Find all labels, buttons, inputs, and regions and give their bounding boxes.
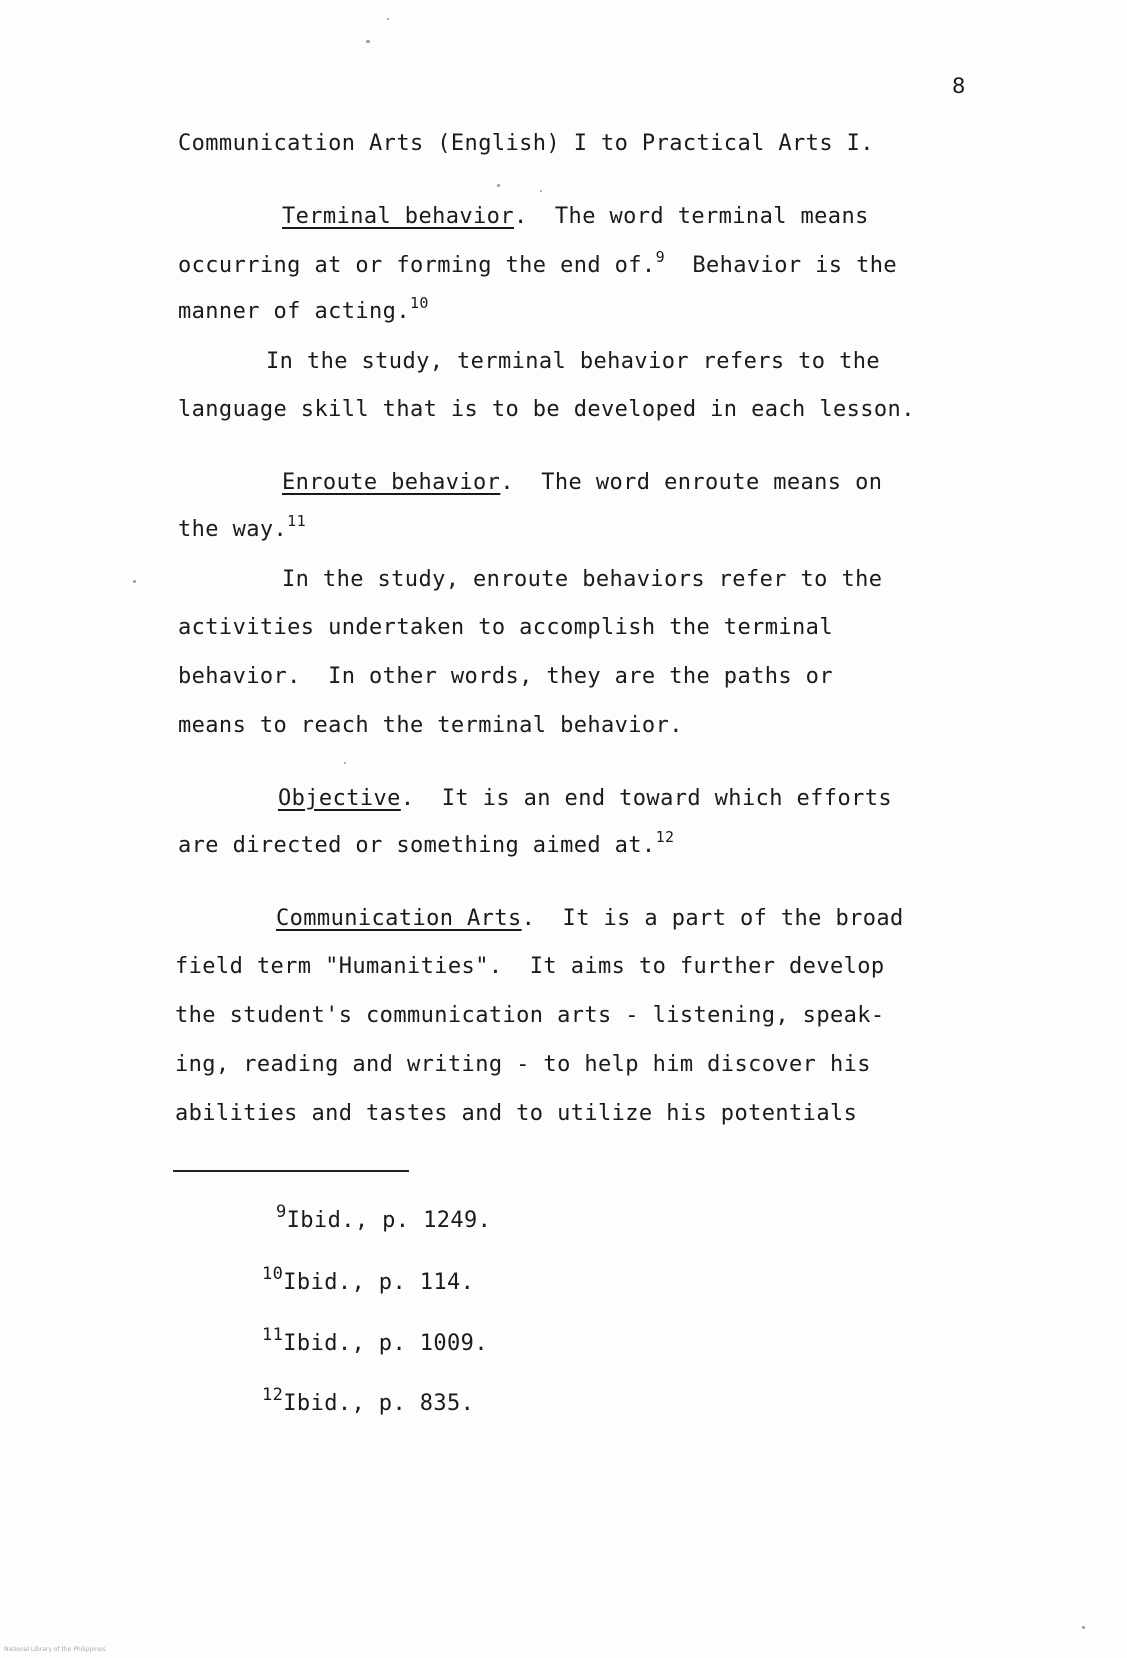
- footnote-text: Ibid., p. 835.: [283, 1391, 475, 1416]
- footnote: [262, 1325, 488, 1358]
- scan-speck: [1082, 1626, 1085, 1629]
- body-line: language skill that is to be developed in each lesson.: [178, 397, 915, 422]
- body-line: [178, 294, 429, 326]
- scan-speck: [366, 40, 370, 43]
- scan-speck: [497, 184, 500, 187]
- footnote: [276, 1202, 492, 1235]
- footnote-ref: 12: [655, 828, 675, 846]
- body-text: occurring at or forming the end of.: [178, 253, 656, 278]
- footnote: [262, 1385, 475, 1418]
- body-text: . The word enroute means on: [500, 470, 883, 495]
- footnote-ref: 9: [655, 248, 666, 266]
- page-number: 8: [952, 74, 966, 98]
- footnote: [262, 1264, 475, 1297]
- body-text: Behavior is the: [665, 253, 897, 278]
- term-heading: Terminal behavior: [282, 204, 514, 229]
- body-text: . It is a part of the broad: [521, 906, 904, 931]
- body-line: the student's communication arts - listening, speak-: [175, 1003, 885, 1028]
- body-text: . It is an end toward which efforts: [400, 786, 893, 811]
- footnote-number: 10: [262, 1264, 284, 1284]
- term-definition-objective: [278, 786, 892, 812]
- library-watermark: National Library of the Philippines: [4, 1646, 106, 1653]
- term-definition-enroute-behavior: [282, 470, 882, 496]
- term-heading: Enroute behavior: [282, 470, 501, 495]
- body-line: behavior. In other words, they are the paths or: [178, 664, 833, 689]
- footnote-ref: 10: [409, 294, 429, 312]
- term-definition-terminal-behavior: [282, 204, 869, 230]
- body-line: [178, 828, 675, 860]
- body-text: are directed or something aimed at.: [178, 833, 656, 858]
- footnote-divider: [173, 1170, 409, 1172]
- footnote-number: 9: [276, 1202, 287, 1222]
- footnote-text: Ibid., p. 1009.: [283, 1331, 488, 1356]
- footnote-text: Ibid., p. 1249.: [286, 1208, 492, 1233]
- body-line: In the study, terminal behavior refers to the: [266, 349, 881, 374]
- body-line: In the study, enroute behaviors refer to the: [282, 567, 883, 592]
- scan-speck: [344, 762, 346, 764]
- body-line: [178, 248, 897, 280]
- body-line: means to reach the terminal behavior.: [178, 713, 683, 738]
- body-line: activities undertaken to accomplish the terminal: [178, 615, 833, 640]
- body-line: abilities and tastes and to utilize his potentials: [175, 1101, 858, 1126]
- term-heading: Communication Arts: [276, 906, 522, 931]
- body-text: the way.: [178, 517, 288, 542]
- footnote-number: 12: [262, 1385, 284, 1405]
- body-line: field term "Humanities". It aims to further develop: [175, 954, 885, 979]
- body-line: [178, 512, 307, 544]
- scan-speck: [133, 580, 136, 583]
- term-definition-communication-arts: [276, 906, 904, 932]
- scan-speck: [387, 18, 389, 20]
- footnote-number: 11: [262, 1325, 284, 1345]
- scan-speck: [540, 190, 542, 192]
- term-heading: Objective: [278, 786, 401, 811]
- body-text: manner of acting.: [178, 299, 410, 324]
- footnote-text: Ibid., p. 114.: [283, 1270, 475, 1295]
- footnote-ref: 11: [287, 512, 307, 530]
- body-text: . The word terminal means: [513, 204, 869, 229]
- body-line: Communication Arts (English) I to Practical Arts I.: [178, 131, 874, 156]
- body-line: ing, reading and writing - to help him discover his: [175, 1052, 871, 1077]
